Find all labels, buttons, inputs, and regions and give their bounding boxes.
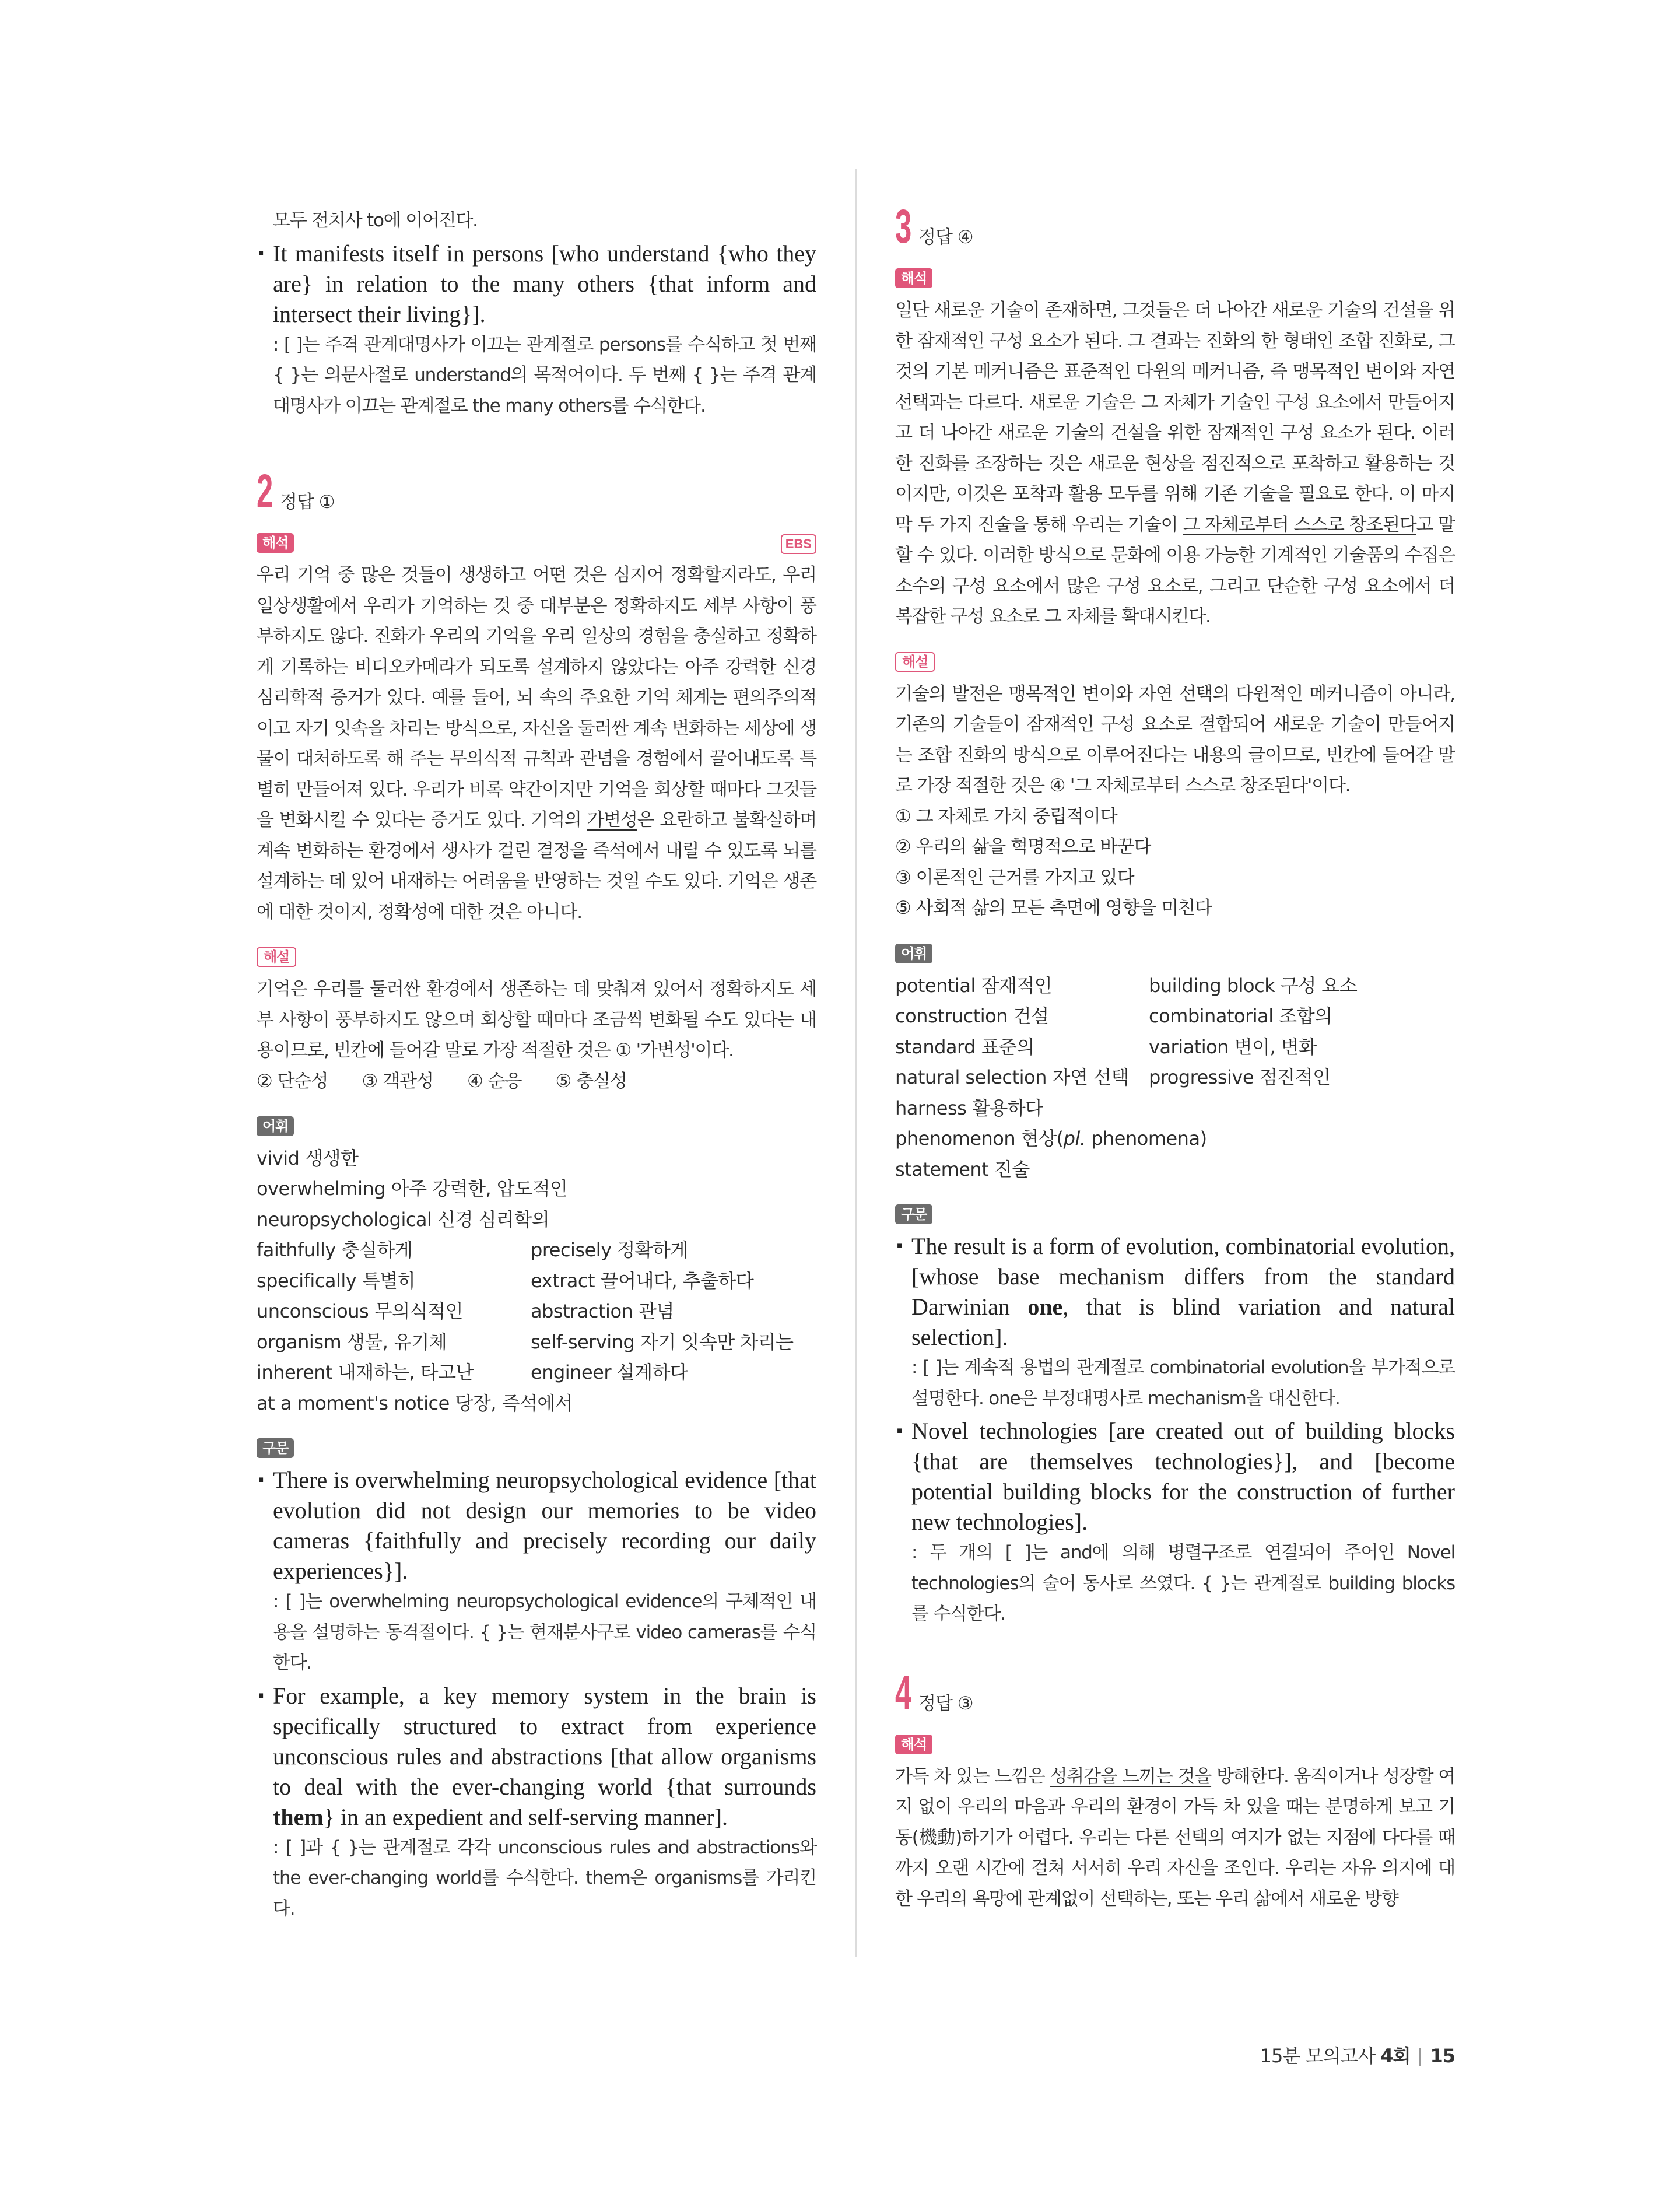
vocab-list xyxy=(895,970,1455,1185)
footer-round: 4회 xyxy=(1380,2045,1411,2067)
vocab-row: potential 잠재적인 building block 구성 요소 xyxy=(895,974,1358,997)
vocab-row: construction 건설 combinatorial 조합의 xyxy=(895,1005,1332,1027)
translation-text: 일단 새로운 기술이 존재하면, 그것들은 더 나아간 새로운 기술의 건설을 위한 잠재적인 구성 요소가 된다. 그 결과는 진화의 한 형태인 조합 진화로, 그것의 기본 메커니즘은 표준적인 다윈의 메커니즘, 즉 맹목적인 변이와 자연 선택과는 다르다. 새로운 기술은 그 자체가 기술인 구성 요소에서 만들어지고 더 나아간 새로운 기술의 건설을 위한 잠재적인 구성 요소가 된다. 이러한 진화를 조장하는 것은 새로운 현상을 점진적으로 포착하고 활용하는 것이지만, 이것은 포착과 활용 모두를 위해 기존 기술을 필요로 한다. 이 마지막 두 가지 진술을 통해 우리는 기술이 그 자체로부터 스스로 창조된다고 말할 수 있다. 이러한 방식으로 문화에 이용 가능한 기계적인 기술품의 수집은 소수의 구성 요소에서 많은 구성 요소로, 그리고 단순한 구성 요소에서 더 복잡한 구성 요소로 그 자체를 확대시킨다. xyxy=(895,300,1455,627)
syntax-note-1: : [ ]는 계속적 용법의 관계절로 combinatorial evolution을 부가적으로 설명한다. one은 부정대명사로 mechanism을 대신한다. xyxy=(911,1357,1455,1409)
option: ③ 이론적인 근거를 가지고 있다 xyxy=(895,867,1134,888)
vocab-item: neuropsychological 신경 심리학의 xyxy=(257,1208,550,1231)
continued-note: 모두 전치사 to에 이어진다. xyxy=(273,210,478,231)
page-footer xyxy=(1239,2041,1455,2068)
explanation-tag: 해설 xyxy=(895,652,935,672)
syntax-sentence-2: · Novel technologies [are created out of building blocks {that are themselves technologies}], and [become potential building blocks for the construction of further new technologies]. xyxy=(895,1416,1455,1537)
explanation-text: 기억은 우리를 둘러싼 환경에서 생존하는 데 맞춰져 있어서 정확하지도 세부 사항이 풍부하지도 않으며 회상할 때마다 조금씩 변화될 수도 있다는 내용이므로, 빈칸에 들어갈 말로 가장 적절한 것은 ① '가변성'이다. xyxy=(257,979,816,1061)
underlined-answer: 가변성 xyxy=(587,810,637,831)
vocab-row: organism 생물, 유기체 self-serving 자기 잇속만 차리는 xyxy=(257,1330,794,1353)
translation-text: 가득 차 있는 느낌은 성취감을 느끼는 것을 방해한다. 움직이거나 성장할 여지 없이 우리의 마음과 우리의 환경이 가득 차 있을 때는 분명하게 보고 기동(機動)하기가 어렵다. 우리는 다른 선택의 여지가 없는 지점에 다다를 때까지 오랜 시간에 걸쳐 서서히 우리 자신을 조인다. 우리는 자유 의지에 대한 우리의 욕망에 관계없이 선택하는, 또는 우리 삶에서 새로운 방향 xyxy=(895,1765,1455,1909)
question-4-header xyxy=(895,1665,1455,1717)
question-2-header xyxy=(257,463,816,516)
vocab-list xyxy=(257,1143,816,1419)
translation-tag: 해석 xyxy=(895,268,932,288)
translation-tag-row xyxy=(257,533,816,556)
question-3-header xyxy=(895,198,1455,251)
column-divider xyxy=(855,169,857,1957)
syntax-tag: 구문 xyxy=(895,1204,932,1224)
ebs-badge: EBS xyxy=(781,534,816,554)
vocab-row: natural selection 자연 선택 progressive 점진적인 xyxy=(895,1066,1331,1088)
footer-title: 15분 모의고사 xyxy=(1260,2045,1381,2067)
option: ⑤ 충실성 xyxy=(555,1070,627,1092)
vocab-row: specifically 특별히 extract 끌어내다, 추출하다 xyxy=(257,1269,754,1292)
continued-sentence-note: : [ ]는 주격 관계대명사가 이끄는 관계절로 persons를 수식하고 첫 번째 { }는 의문사절로 understand의 목적어이다. 두 번째 { }는 주격 관계대명사가 이끄는 관계절로 the many others를 수식한다. xyxy=(273,334,816,416)
explanation-text: 기술의 발전은 맹목적인 변이와 자연 선택의 다윈적인 메커니즘이 아니라, 기존의 기술들이 잠재적인 구성 요소로 결합되어 새로운 기술이 만들어지는 조합 진화의 방식으로 이루어진다는 내용의 글이므로, 빈칸에 들어갈 말로 가장 적절한 것은 ④ '그 자체로부터 스스로 창조된다'이다. xyxy=(895,683,1455,796)
option: ① 그 자체로 가치 중립적이다 xyxy=(895,805,1117,827)
question-number: 2 xyxy=(257,465,273,518)
option: ③ 객관성 xyxy=(362,1070,433,1092)
option: ⑤ 사회적 삶의 모든 측면에 영향을 미친다 xyxy=(895,898,1212,919)
vocab-tag: 어휘 xyxy=(257,1116,294,1136)
option: ② 단순성 xyxy=(257,1070,328,1092)
page-number: 15 xyxy=(1430,2045,1455,2067)
option: ② 우리의 삶을 혁명적으로 바꾼다 xyxy=(895,836,1151,857)
other-options xyxy=(257,1066,816,1096)
vocab-item: overwhelming 아주 강력한, 압도적인 xyxy=(257,1178,568,1200)
underlined-answer: 성취감을 느끼는 것을 xyxy=(1050,1765,1212,1787)
answer-label: 정답 ④ xyxy=(918,227,973,248)
answer-label: 정답 ① xyxy=(280,492,335,513)
vocab-row: standard 표준의 variation 변이, 변화 xyxy=(895,1035,1317,1058)
vocab-row: unconscious 무의식적인 abstraction 관념 xyxy=(257,1300,674,1322)
syntax-sentence-1: · There is overwhelming neuropsychological evidence [that evolution did not design our memories to be video cameras {faithfully and precisely recording our daily experiences}]. xyxy=(257,1465,816,1586)
syntax-note-2: : 두 개의 [ ]는 and에 의해 병렬구조로 연결되어 주어인 Novel technologies의 술어 동사로 쓰였다. { }는 관계절로 building blocks를 수식한다. xyxy=(911,1542,1455,1624)
syntax-tag: 구문 xyxy=(257,1438,294,1458)
syntax-sentence-2: · For example, a key memory system in the brain is specifically structured to extract from experience unconscious rules and abstractions [that allow organisms to deal with the ever-changing world {that surrounds them} in an expedient and self-serving manner]. xyxy=(257,1681,816,1832)
vocab-row: faithfully 충실하게 precisely 정확하게 xyxy=(257,1239,688,1261)
continued-sentence: · It manifests itself in persons [who understand {who they are} in relation to the many others {that inform and intersect their living}]. xyxy=(257,239,816,330)
option: ④ 순응 xyxy=(467,1070,522,1092)
footer-separator xyxy=(1419,2048,1421,2066)
vocab-item: statement 진술 xyxy=(895,1158,1030,1180)
translation-text: 우리 기억 중 많은 것들이 생생하고 어떤 것은 심지어 정확할지라도, 우리 일상생활에서 우리가 기억하는 것 중 대부분은 정확하지도 세부 사항이 풍부하지도 않다. 진화가 우리의 기억을 우리 일상의 경험을 충실하고 정확하게 기록하는 비디오카메라가 되도록 설계하지 않았다는 아주 강력한 신경 심리학적 증거가 있다. 예를 들어, 뇌 속의 주요한 기억 체계는 편의주의적이고 자기 잇속을 차리는 방식으로, 자신을 둘러싼 계속 변화하는 세상에 생물이 대처하도록 해 주는 무의식적 규칙과 관념을 경험에서 끌어내도록 특별히 만들어져 있다. 우리가 비록 약간이지만 기억을 회상할 때마다 그것들을 변화시킬 수 있다는 증거도 있다. 기억의 가변성은 요란하고 불확실하며 계속 변화하는 환경에서 생사가 걸린 결정을 즉석에서 내릴 수 있도록 뇌를 설계하는 데 있어 내재하는 어려움을 반영하는 것일 수도 있다. 기억은 생존에 대한 것이지, 정확성에 대한 것은 아니다. xyxy=(257,565,816,923)
syntax-sentence-1: · The result is a form of evolution, combinatorial evolution, [whose base mechanism differs from the standard Darwinian one, that is blind variation and natural selection]. xyxy=(895,1231,1455,1352)
vocab-item: at a moment's notice 당장, 즉석에서 xyxy=(257,1392,573,1414)
vocab-item: vivid 생생한 xyxy=(257,1147,359,1169)
syntax-note-2: : [ ]과 { }는 관계절로 각각 unconscious rules and abstractions와 the ever-changing world를 수식한다. them은 organisms를 가리킨다. xyxy=(273,1837,816,1919)
vocab-item: phenomenon 현상(pl. phenomena) xyxy=(895,1127,1207,1150)
vocab-row: inherent 내재하는, 타고난 engineer 설계하다 xyxy=(257,1361,688,1383)
other-options xyxy=(895,801,1455,924)
vocab-item: harness 활용하다 xyxy=(895,1096,1043,1119)
question-number: 3 xyxy=(895,200,912,253)
syntax-note-1: : [ ]는 overwhelming neuropsychological evidence의 구체적인 내용을 설명하는 동격절이다. { }는 현재분사구로 video cameras를 수식한다. xyxy=(273,1591,816,1673)
translation-tag: 해석 xyxy=(895,1735,932,1754)
explanation-tag: 해설 xyxy=(257,947,296,967)
question-number: 4 xyxy=(895,1666,912,1719)
vocab-tag: 어휘 xyxy=(895,944,932,963)
answer-label: 정답 ③ xyxy=(918,1693,973,1714)
underlined-answer: 그 자체로부터 스스로 창조된다 xyxy=(1183,514,1416,535)
translation-tag: 해석 xyxy=(257,533,294,553)
